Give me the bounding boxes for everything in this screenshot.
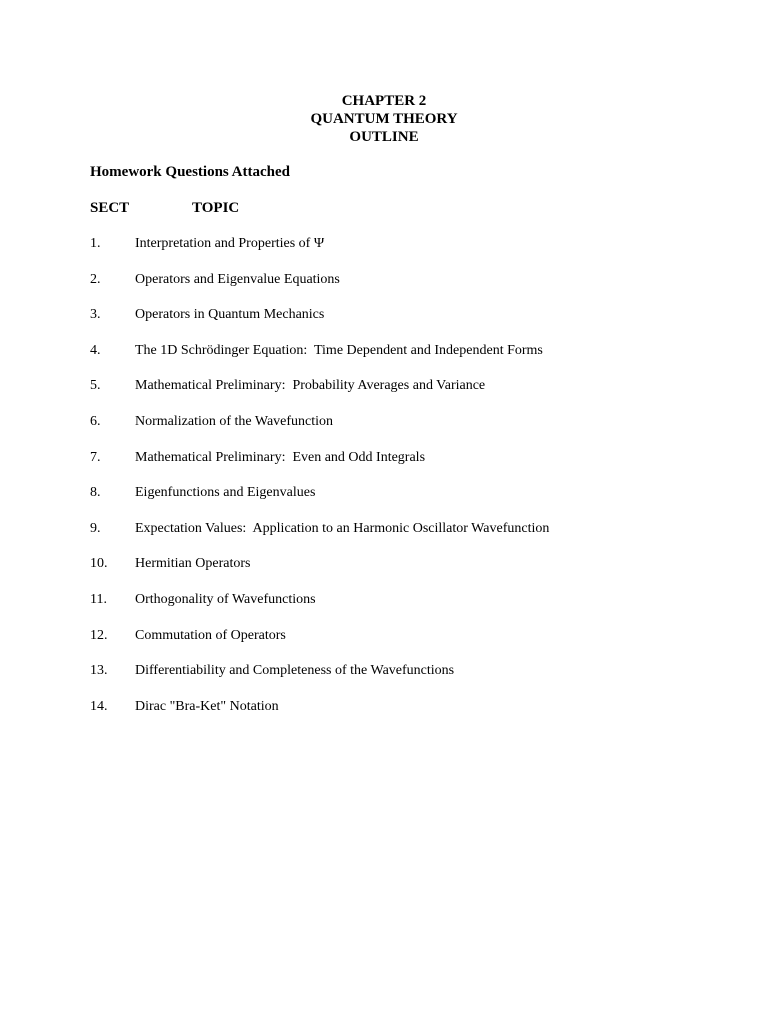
chapter-heading: CHAPTER 2 xyxy=(341,93,427,109)
section-topic: Hermitian Operators xyxy=(135,556,251,572)
column-header-sect: SECT xyxy=(90,200,130,216)
outline-item xyxy=(90,413,710,449)
outline-item xyxy=(90,662,710,698)
title-block xyxy=(0,92,768,146)
section-topic: Orthogonality of Wavefunctions xyxy=(135,591,316,607)
outline-item xyxy=(90,555,710,591)
outline-item xyxy=(90,306,710,342)
outline-item xyxy=(90,698,710,734)
outline-item xyxy=(90,627,710,663)
section-topic: Expectation Values: Application to an Harmonic Oscillator Wavefunction xyxy=(135,520,550,536)
section-number: 12. xyxy=(90,627,108,643)
section-topic: Mathematical Preliminary: Even and Odd Integrals xyxy=(135,449,426,465)
chapter-title: QUANTUM THEORY xyxy=(310,111,458,127)
section-number: 13. xyxy=(90,663,108,679)
outline-item xyxy=(90,484,710,520)
section-topic: Mathematical Preliminary: Probability Averages and Variance xyxy=(135,378,486,394)
section-topic: Normalization of the Wavefunction xyxy=(135,413,334,429)
section-number: 10. xyxy=(90,556,108,572)
section-topic: Operators in Quantum Mechanics xyxy=(135,307,325,323)
outline-item xyxy=(90,449,710,485)
section-number: 14. xyxy=(90,698,108,714)
outline-list xyxy=(90,235,710,733)
section-topic: Eigenfunctions and Eigenvalues xyxy=(135,485,316,501)
outline-item xyxy=(90,377,710,413)
outline-item xyxy=(90,342,710,378)
homework-note: Homework Questions Attached xyxy=(90,164,290,180)
section-topic: Interpretation and Properties of Ψ xyxy=(135,236,325,251)
section-topic: Commutation of Operators xyxy=(135,627,286,643)
section-number: 3. xyxy=(90,307,101,323)
outline-item xyxy=(90,271,710,307)
section-number: 1. xyxy=(90,236,101,251)
section-number: 5. xyxy=(90,378,101,394)
column-header-topic: TOPIC xyxy=(192,200,240,216)
section-number: 11. xyxy=(90,591,107,607)
outline-item xyxy=(90,591,710,627)
section-number: 8. xyxy=(90,485,101,501)
section-number: 9. xyxy=(90,520,101,536)
outline-item xyxy=(90,235,710,271)
section-topic: Dirac "Bra-Ket" Notation xyxy=(135,698,279,714)
section-number: 4. xyxy=(90,342,101,358)
outline-item xyxy=(90,520,710,556)
section-number: 2. xyxy=(90,271,101,287)
chapter-subtitle: OUTLINE xyxy=(349,129,419,145)
section-number: 7. xyxy=(90,449,101,465)
section-topic: Differentiability and Completeness of the Wavefunctions xyxy=(135,663,455,679)
section-topic: The 1D Schrödinger Equation: Time Dependent and Independent Forms xyxy=(135,342,543,358)
column-header-row xyxy=(90,199,690,217)
section-topic: Operators and Eigenvalue Equations xyxy=(135,271,340,287)
section-number: 6. xyxy=(90,413,101,429)
